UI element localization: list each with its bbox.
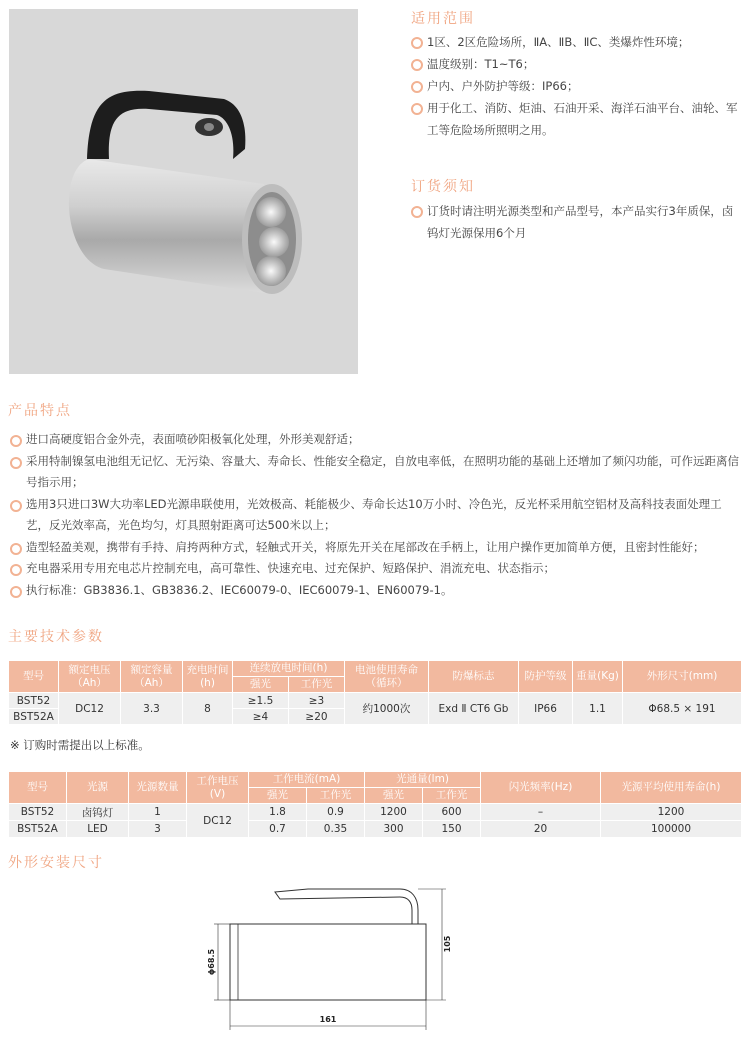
feature-item: 采用特制镍氢电池组无记忆、无污染、容量大、寿命长、性能安全稳定，自放电率低，在照明功能的基础上还增加了频闪功能，可作远距离信号指示用； <box>10 451 744 494</box>
dim-height-label: 105 <box>443 935 452 953</box>
th-model: 型号 <box>9 772 67 804</box>
dimension-drawing <box>190 880 460 1040</box>
flashlight-image <box>9 9 358 374</box>
spec-table-2 <box>8 771 742 838</box>
cell-flux-strong: 300 <box>365 821 423 838</box>
scope-list <box>411 31 741 141</box>
cell-cur-work: 0.9 <box>307 804 365 821</box>
cell-ip: IP66 <box>519 693 573 725</box>
feature-item: 造型轻盈美观，携带有手持、肩挎两种方式，轻触式开关，将原先开关在尾部改在手柄上，让用户操作更加简单方便，且密封性能好； <box>10 537 744 559</box>
cell-cur-work: 0.35 <box>307 821 365 838</box>
cell-model: BST52A <box>9 709 59 725</box>
cell-life: 1200 <box>601 804 742 821</box>
cell-flux-work: 150 <box>423 821 481 838</box>
th-model: 型号 <box>9 661 59 693</box>
features-title: 产品特点 <box>8 403 72 419</box>
cell-work: ≥20 <box>289 709 345 725</box>
cell-weight: 1.1 <box>573 693 623 725</box>
cell-ex: Exd Ⅱ CT6 Gb <box>429 693 519 725</box>
dimension-svg <box>190 880 460 1040</box>
cell-model: BST52A <box>9 821 67 838</box>
th-count: 光源数量 <box>129 772 187 804</box>
cell-source: 卤钨灯 <box>67 804 129 821</box>
dim-length-label: 161 <box>319 1015 337 1024</box>
th-current: 工作电流(mA) <box>249 772 365 788</box>
feature-item: 选用3只进口3W大功率LED光源串联使用，光效极高、耗能极少、寿命长达10万小时、冷色光，反光杯采用航空铝材及高科技表面处理工艺，反光效率高，光色均匀，灯具照射距离可达500米以上； <box>10 494 744 537</box>
order-item: 订货时请注明光源类型和产品型号，本产品实行3年质保，卤钨灯光源保用6个月 <box>411 200 741 244</box>
cell-voltage: DC12 <box>187 804 249 838</box>
features-list <box>10 429 744 601</box>
cell-model: BST52 <box>9 804 67 821</box>
cell-flash: – <box>481 804 601 821</box>
cell-count: 3 <box>129 821 187 838</box>
cell-charge: 8 <box>183 693 233 725</box>
th-charge: 充电时间 (h) <box>183 661 233 693</box>
th-weight: 重量(Kg) <box>573 661 623 693</box>
th-flux: 光通量(lm) <box>365 772 481 788</box>
scope-item: 用于化工、消防、炬油、石油开采、海洋石油平台、油轮、军工等危险场所照明之用。 <box>411 97 741 141</box>
th-voltage: 工作电压(V) <box>187 772 249 804</box>
th-strong: 强光 <box>249 788 307 804</box>
spec-table-1 <box>8 660 742 725</box>
th-flash: 闪光频率(Hz) <box>481 772 601 804</box>
th-work: 工作光 <box>307 788 365 804</box>
th-strong: 强光 <box>365 788 423 804</box>
cell-work: ≥3 <box>289 693 345 709</box>
cell-flux-strong: 1200 <box>365 804 423 821</box>
cell-strong: ≥1.5 <box>233 693 289 709</box>
feature-item: 执行标准：GB3836.1、GB3836.2、IEC60079-0、IEC60079-1、EN60079-1。 <box>10 580 744 602</box>
th-ip: 防护等级 <box>519 661 573 693</box>
cell-capacity: 3.3 <box>121 693 183 725</box>
scope-item: 1区、2区危险场所，ⅡA、ⅡB、ⅡC、类爆炸性环境； <box>411 31 741 53</box>
scope-item: 温度级别：T1~T6； <box>411 53 741 75</box>
product-photo <box>9 9 358 374</box>
th-work: 工作光 <box>423 788 481 804</box>
order-title: 订货须知 <box>411 179 475 195</box>
feature-item: 充电器采用专用充电芯片控制充电，高可靠性、快速充电、过充保护、短路保护、涓流充电、状态指示； <box>10 558 744 580</box>
th-strong: 强光 <box>233 677 289 693</box>
feature-item: 进口高硬度铝合金外壳，表面喷砂阳极氧化处理，外形美观舒适； <box>10 429 744 451</box>
th-discharge: 连续放电时间(h) <box>233 661 345 677</box>
order-list <box>411 200 741 244</box>
th-life: 电池使用寿命 （循环） <box>345 661 429 693</box>
cell-size: Φ68.5 × 191 <box>623 693 742 725</box>
params-title: 主要技术参数 <box>8 629 104 645</box>
cell-life: 约1000次 <box>345 693 429 725</box>
cell-life: 100000 <box>601 821 742 838</box>
th-size: 外形尺寸(mm) <box>623 661 742 693</box>
cell-count: 1 <box>129 804 187 821</box>
th-voltage: 额定电压 （Ah） <box>59 661 121 693</box>
th-ex: 防爆标志 <box>429 661 519 693</box>
cell-cur-strong: 1.8 <box>249 804 307 821</box>
th-work: 工作光 <box>289 677 345 693</box>
th-source: 光源 <box>67 772 129 804</box>
install-title: 外形安装尺寸 <box>8 855 104 871</box>
scope-item: 户内、户外防护等级：IP66； <box>411 75 741 97</box>
cell-cur-strong: 0.7 <box>249 821 307 838</box>
cell-flux-work: 600 <box>423 804 481 821</box>
cell-model: BST52 <box>9 693 59 709</box>
dim-diameter-label: ϕ68.5 <box>207 948 216 976</box>
order-note: ※ 订购时需提出以上标准。 <box>10 738 150 752</box>
cell-source: LED <box>67 821 129 838</box>
cell-strong: ≥4 <box>233 709 289 725</box>
cell-voltage: DC12 <box>59 693 121 725</box>
scope-title: 适用范围 <box>411 11 475 27</box>
th-capacity: 额定容量 （Ah） <box>121 661 183 693</box>
cell-flash: 20 <box>481 821 601 838</box>
th-life: 光源平均使用寿命(h) <box>601 772 742 804</box>
